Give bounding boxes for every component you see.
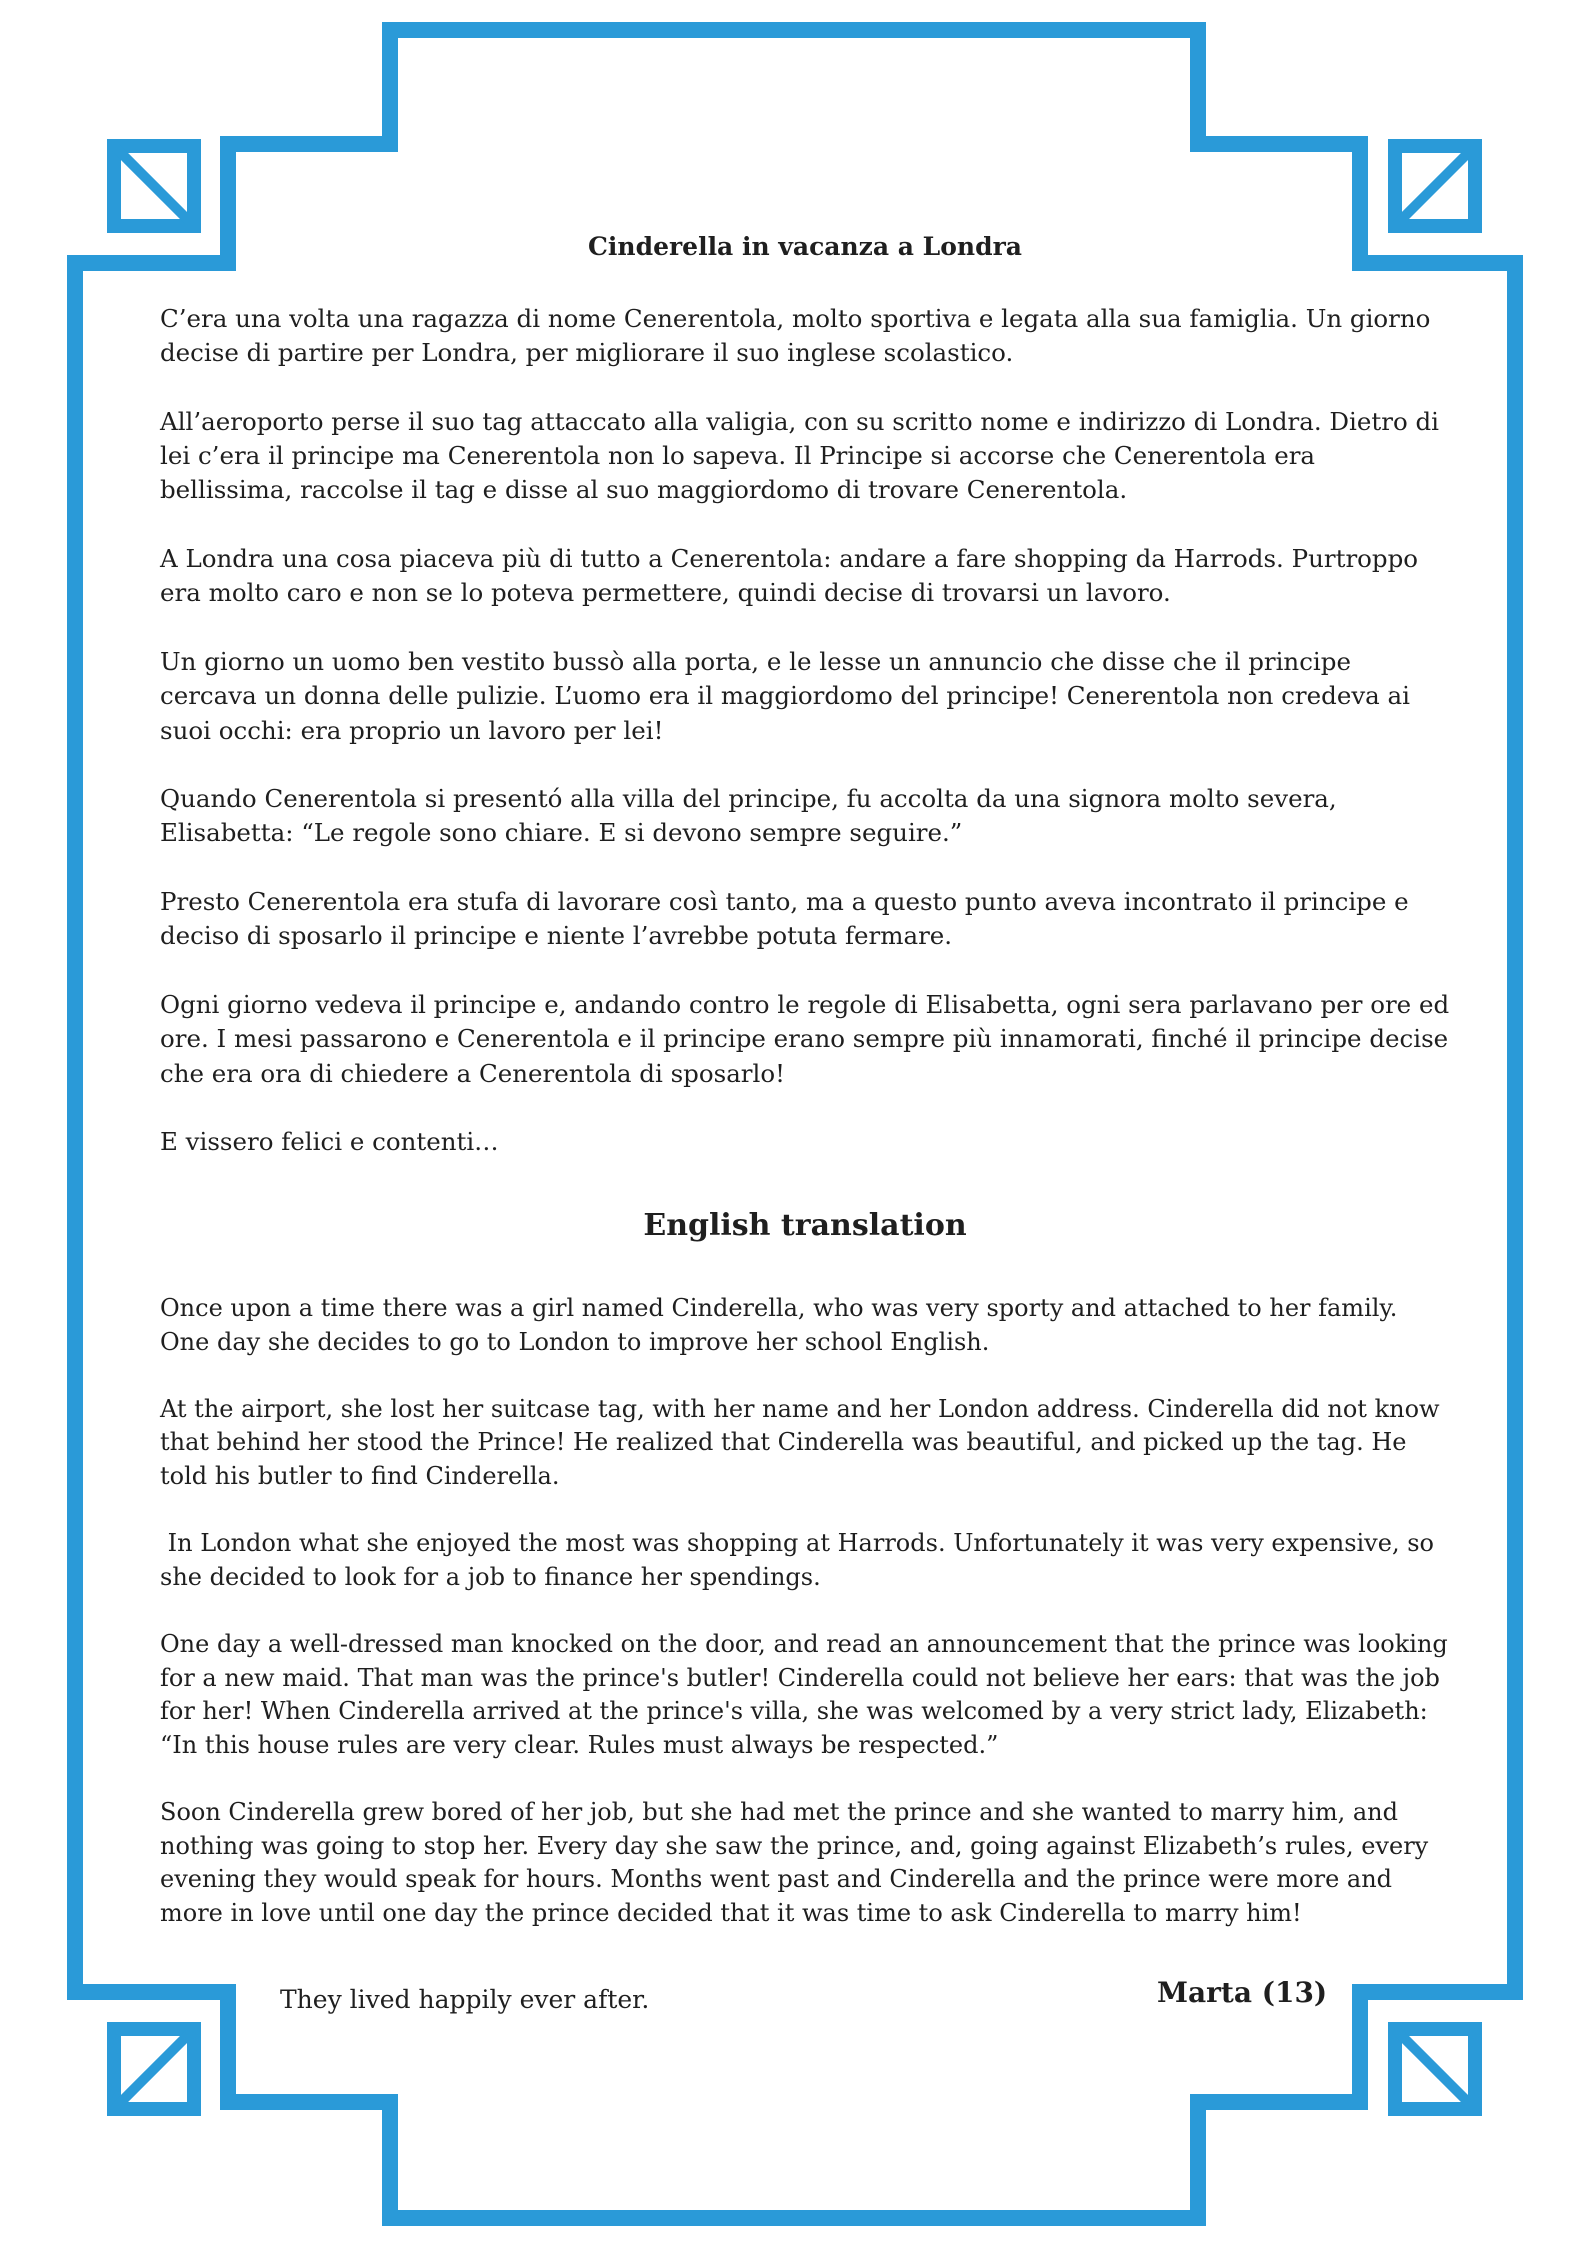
translation-paragraph: At the airport, she lost her suitcase tag, with her name and her London address. Cinderella did not know that behind her stood the Prince! He realized that Cinderella was beautiful, and picked up the tag. He told his butler to find Cinderella.: [160, 1394, 1448, 1490]
translation-body: [160, 1292, 1456, 1964]
author-signature: Marta (13): [1157, 1976, 1328, 2009]
story-body: [160, 302, 1450, 1194]
corner-ornament-bottom-left: [114, 2029, 194, 2109]
story-paragraph: Un giorno un uomo ben vestito bussò alla porta, e le lesse un annuncio che disse che il principe cercava un donna delle pulizie. L’uomo era il maggiordomo del principe! Cenerentola non credeva ai suoi occhi: era proprio un lavoro per lei!: [160, 646, 1410, 745]
story-paragraph: Presto Cenerentola era stufa di lavorare così tanto, ma a questo punto aveva incontrato il principe e deciso di sposarlo il principe e niente l’avrebbe potuta fermare.: [160, 887, 1409, 951]
translation-heading: English translation: [643, 1208, 967, 1243]
corner-ornament-top-right: [1395, 146, 1475, 226]
translation-paragraph: Once upon a time there was a girl named Cinderella, who was very sporty and attached to her family. One day she decides to go to London to improve her school English.: [160, 1294, 1406, 1356]
corner-ornament-bottom-right: [1395, 2029, 1475, 2109]
story-paragraph: All’aeroporto perse il suo tag attaccato alla valigia, con su scritto nome e indirizzo di Londra. Dietro di lei c’era il principe ma Cenerentola non lo sapeva. Il Principe si accorse che Cenerentola era bellissima, raccolse il tag e disse al suo maggiordomo di trovare Cenerentola.: [160, 406, 1440, 505]
corner-ornament-top-left: [114, 146, 194, 226]
story-title: Cinderella in vacanza a Londra: [588, 232, 1022, 261]
translation-paragraph: Soon Cinderella grew bored of her job, but she had met the prince and she wanted to marry him, and nothing was going to stop her. Every day she saw the prince, and, going against Elizabeth’s rules, every evening they would speak for hours. Months went past and Cinderella and the prince were more and more in love until one day the prince decided that it was time to ask Cinderella to marry him!: [160, 1797, 1436, 1927]
story-paragraph: C’era una volta una ragazza di nome Cenerentola, molto sportiva e legata alla sua famiglia. Un giorno decise di partire per Londra, per migliorare il suo inglese scolastico.: [160, 304, 1431, 368]
translation-paragraph: One day a well-dressed man knocked on the door, and read an announcement that the prince was looking for a new maid. That man was the prince's butler! Cinderella could not believe her ears: that was the job for her! When Cinderella arrived at the prince's villa, she was welcomed by a very strict lady, Elizabeth: “In this house rules are very clear. Rules must always be respected.”: [160, 1629, 1456, 1759]
story-paragraph: Ogni giorno vedeva il principe e, andando contro le regole di Elisabetta, ogni sera parlavano per ore ed ore. I mesi passarono e Cenerentola e il principe erano sempre più innamorati, finché il principe decise che era ora di chiedere a Cenerentola di sposarlo!: [160, 989, 1450, 1088]
story-paragraph: Quando Cenerentola si presentó alla villa del principe, fu accolta da una signora molto severa, Elisabetta: “Le regole sono chiare. E si devono sempre seguire.”: [160, 784, 1337, 848]
translation-paragraph: In London what she enjoyed the most was shopping at Harrods. Unfortunately it was very expensive, so she decided to look for a job to finance her spendings.: [160, 1529, 1442, 1591]
closing-line: They lived happily ever after.: [280, 1985, 650, 2014]
story-paragraph: E vissero felici e contenti…: [160, 1127, 499, 1157]
story-paragraph: A Londra una cosa piaceva più di tutto a Cenerentola: andare a fare shopping da Harrods. Purtroppo era molto caro e non se lo poteva permettere, quindi decise di trovarsi un lavoro.: [160, 544, 1419, 608]
